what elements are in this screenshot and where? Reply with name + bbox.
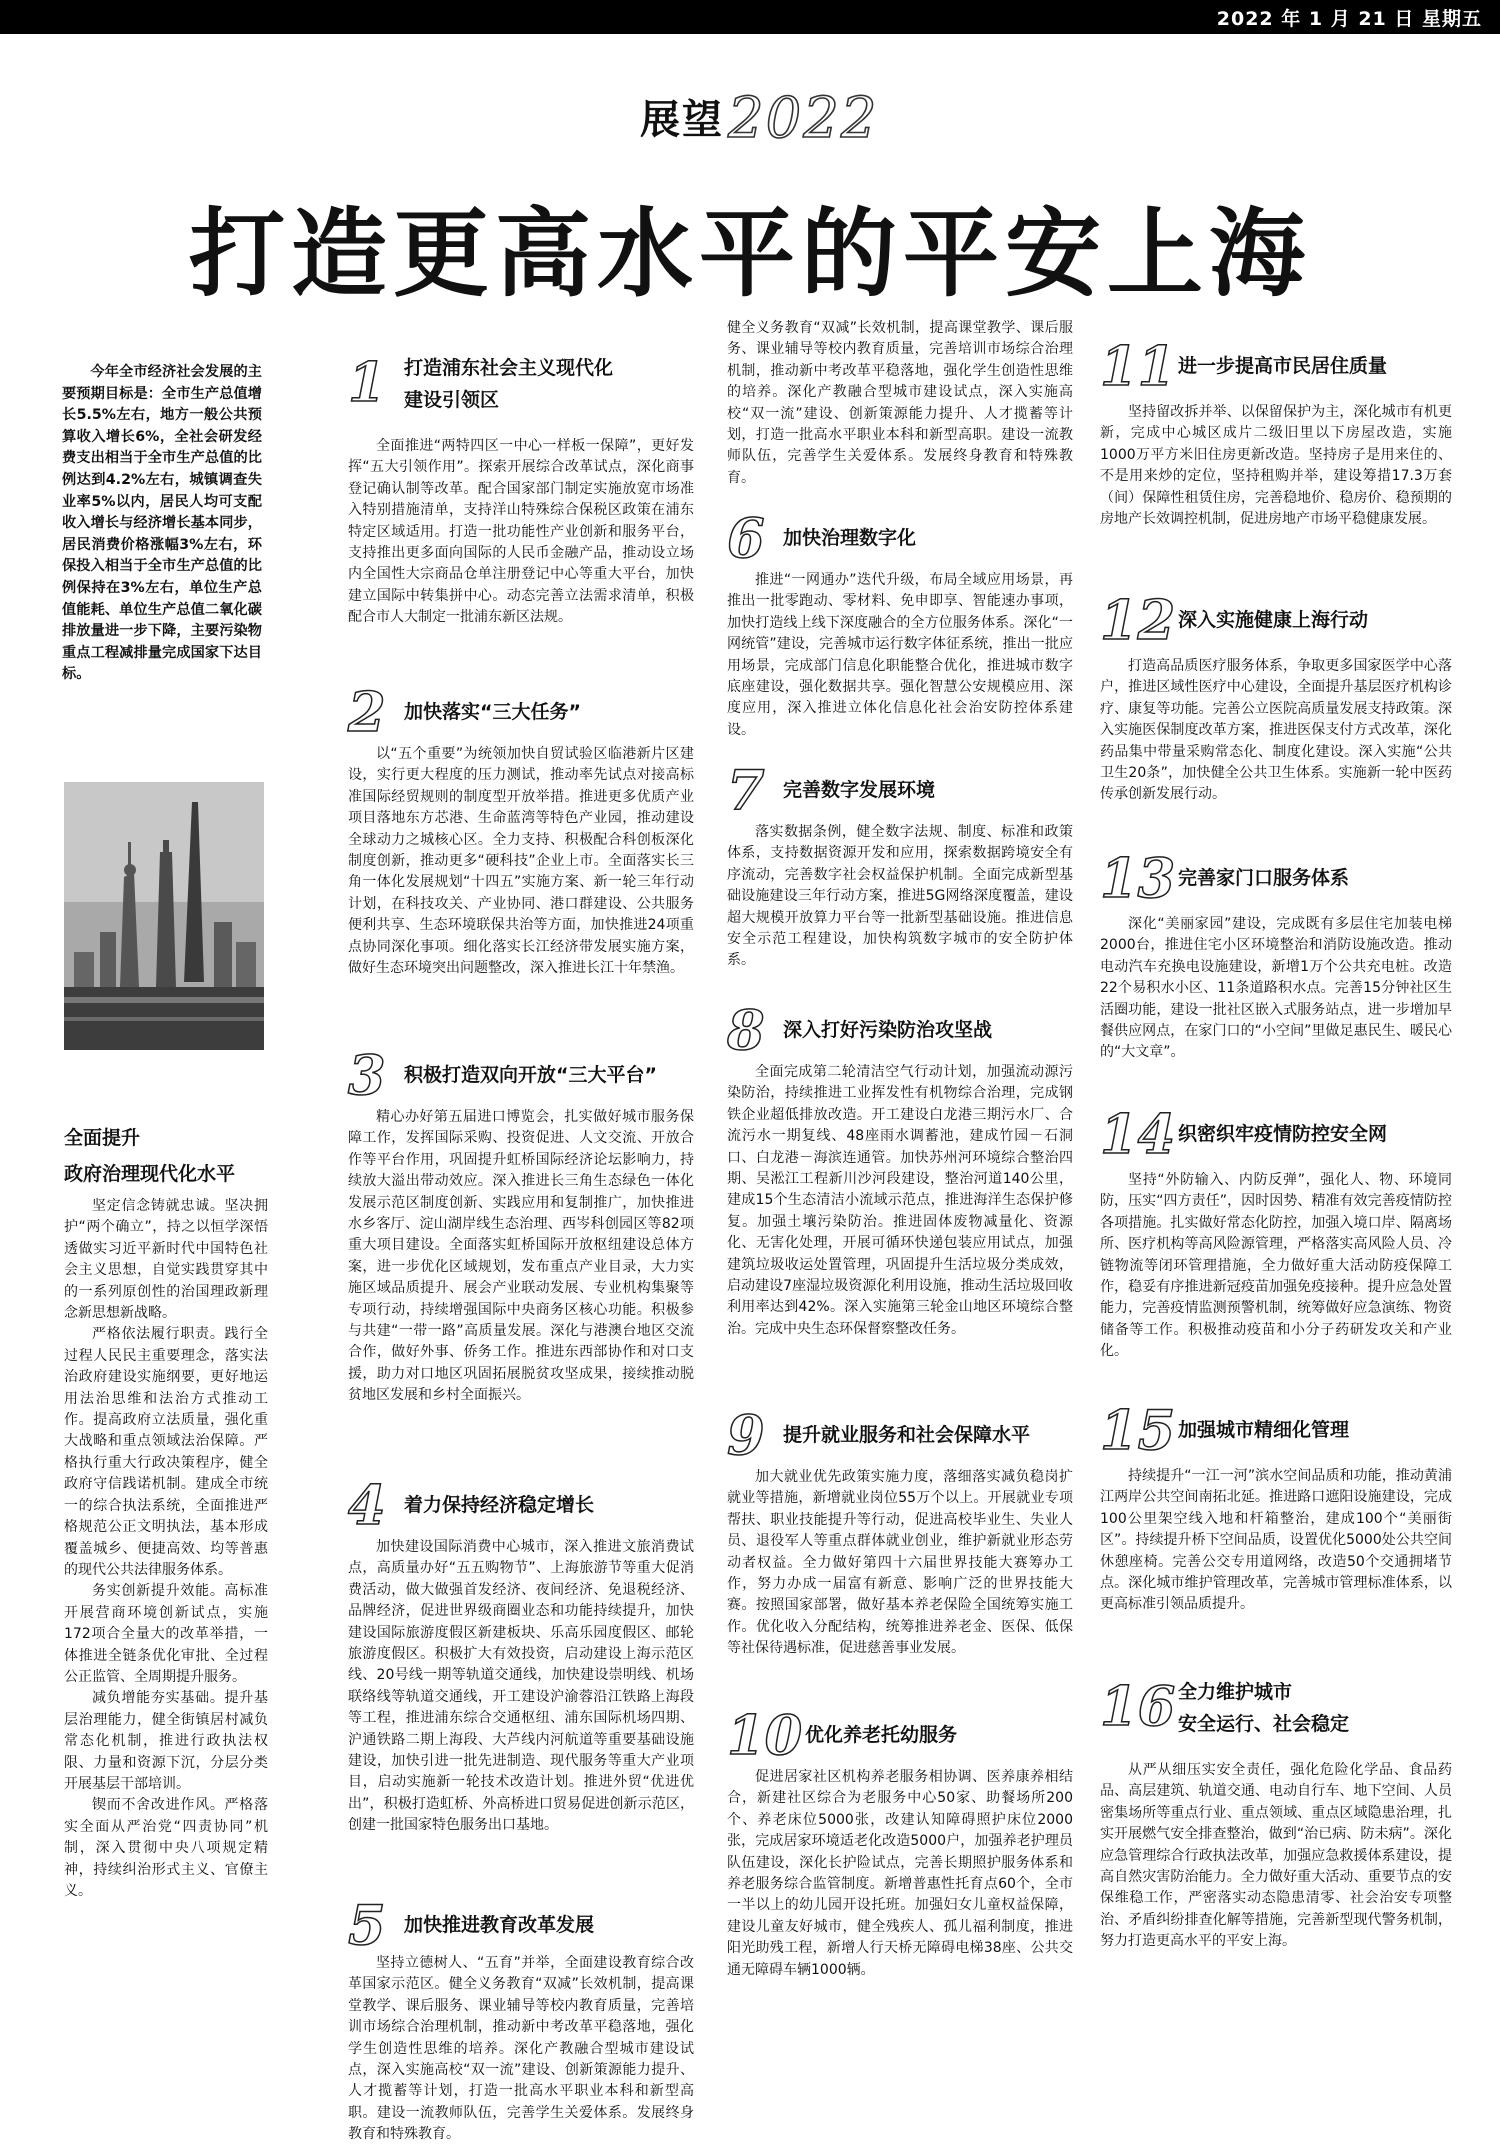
section-4	[348, 1475, 694, 1837]
section-number: 5	[348, 1893, 386, 1957]
section-9	[727, 1405, 1073, 1660]
section-body: 精心办好第五届进口博览会，扎实做好城市服务保障工作，发挥国际采购、投资促进、人文交流、开放合作等平台作用，巩固提升虹桥国际经济论坛影响力，持续放大溢出带动效应。深入推进长三角生态绿色一体化发展示范区制度创新、实践应用和复制推广，加快推进水乡客厅、淀山湖岸线生态治理、西岑科创园区等82项重大项目建设。全面落实虹桥国际开放枢纽建设总体方案，进一步优化区域规划，发布重点产业目录，大力实施区域品质提升、展会产业联动发展、专业机构集聚等专项行动，持续增强国际中央商务区核心功能。积极参与共建“一带一路”高质量发展。深化与港澳台地区交流合作，做好外事、侨务工作。推进东西部协作和对口支援，助力对口地区巩固拓展脱贫攻坚成果，接续推动脱贫地区发展和乡村全面振兴。	[348, 1109, 694, 1404]
section-7	[727, 760, 1073, 972]
section-body: 从严从细压实安全责任，强化危险化学品、食品药品、高层建筑、轨道交通、电动自行车、地下空间、人员密集场所等重点行业、重点领域、重点区域隐患治理，扎实开展燃气安全排查整治，做到“治已病、防未病”。深化应急管理综合行政执法改革，加强应急救援体系建设，提高自然灾害防治能力。全力做好重大活动、重要节点的安保维稳工作，严密落实动态隐患清零、社会治安专项整治、矛盾纠纷排查化解等措施，完善新型现代警务机制，努力打造更高水平的平安上海。	[1100, 1762, 1452, 1950]
section-14	[1100, 1104, 1452, 1363]
section-body: 深化“美丽家园”建设，完成既有多层住宅加装电梯2000台，推进住宅小区环境整治和消防设施改造。推动电动汽车充换电设施建设，新增1万个公共充电桩。改造22个易积水小区、11条道路积水点。完善15分钟社区生活圈功能，建设一批社区嵌入式服务站点，进一步增加早餐供应网点，在家门口的“小空间”里做足惠民生、暖民心的“大文章”。	[1100, 916, 1452, 1061]
section-title: 加快推进教育改革发展	[404, 1914, 595, 1936]
section-title: 着力保持经济稳定增长	[404, 1494, 595, 1516]
section-title	[1178, 1676, 1349, 1740]
section-number: 14	[1100, 1102, 1176, 1166]
section-body: 推进“一网通办”迭代升级，布局全域应用场景，再推出一批零跑动、零材料、免申即享、智能速办事项，加快打造线上线下深度融合的全方位服务体系。深化“一网统管”建设，完善城市运行数字体征系统，推出一批应用场景，完成部门信息化职能整合优化，推进城市数字底座建设，强化数据共享。强化智慧公安规模应用、深度应用，深入推进立体化信息化社会治安防控体系建设。	[727, 572, 1073, 738]
section-number: 13	[1100, 846, 1176, 910]
section-title-line: 安全运行、社会稳定	[1178, 1713, 1350, 1735]
section-body: 加大就业优先政策实施力度，落细落实减负稳岗扩就业等措施，新增就业岗位55万个以上。开展就业专项帮扶、职业技能提升等行动，促进高校毕业生、失业人员、退役军人等重点群体就业创业，维护新就业形态劳动者权益。全力做好第四十六届世界技能大赛筹办工作，努力办成一届富有新意、影响广泛的世界技能大赛。按照国家部署，做好基本养老保险全国统筹实施工作。优化收入分配结构，统筹推进养老金、医保、低保等社保待遇标准，促进慈善事业发展。	[727, 1469, 1073, 1657]
section-number: 4	[348, 1473, 386, 1537]
section-16	[1100, 1676, 1452, 1953]
section-6	[727, 508, 1073, 741]
section-body: 坚持留改拆并举、以保留保护为主，深化城市有机更新，完成中心城区成片二级旧里以下房屋改造，实施1000万平方米旧住房更新改造。坚持房子是用来住的、不是用来炒的定位，坚持租购并举，建设筹措17.3万套（间）保障性租赁住房，完善稳地价、稳房价、稳预期的房地产长效调控机制，促进房地产市场平稳健康发展。	[1100, 404, 1452, 528]
section-body: 促进居家社区机构养老服务相协调、医养康养相结合，新建社区综合为老服务中心50家、助餐场所200个、养老床位5000张，改建认知障碍照护床位2000张，完成居家环境适老化改造5000户，加强养老护理员队伍建设，深化长护险试点，完善长期照护服务体系和养老服务综合监管制度。新增普惠性托育点60个，全市一半以上的幼儿园开设托班。加强妇女儿童权益保障，建设儿童友好城市，健全残疾人、孤儿福利制度，推进阳光助残工程，新增人行天桥无障碍电梯38座、公共交通无障碍车辆1000辆。	[727, 1769, 1073, 1978]
section-title: 加快落实“三大任务”	[404, 701, 581, 723]
section-body: 全面推进“两特四区一中心一样板一保障”，更好发挥“五大引领作用”。探索开展综合改革试点，深化商事登记确认制等改革。配合国家部门制定实施放宽市场准入特别措施清单，支持洋山特殊综合保税区政策在浦东特定区域适用。打造一批功能性产业创新和服务平台，支持推出更多面向国际的人民币金融产品，推动设立场内全国性大宗商品仓单注册登记中心等重大平台，加快建立国际中转集拼中心。动态完善立法需求清单，积极配合市人大制定一批浦东新区法规。	[348, 438, 694, 626]
section-number: 7	[727, 758, 765, 822]
section-number: 15	[1100, 1398, 1176, 1462]
section-number: 10	[727, 1703, 803, 1767]
section-title: 加强城市精细化管理	[1178, 1419, 1350, 1441]
section-title: 积极打造双向开放“三大平台”	[404, 1064, 657, 1086]
intro-paragraph: 锲而不舍改进作风。严格落实全面从严治党“四责协同”机制，深入贯彻中央八项规定精神，持续纠治形式主义、官僚主义。	[64, 1797, 268, 1899]
section-title: 织密织牢疫情防控安全网	[1178, 1123, 1388, 1145]
section-11	[1100, 336, 1452, 530]
section-number: 9	[727, 1403, 765, 1467]
intro-paragraph: 务实创新提升效能。高标准开展营商环境创新试点，实施172项合全量大的改革举措，一体推进全链条优化审批、全过程公正监管、全周期提升服务。	[64, 1583, 268, 1685]
section-title: 加快治理数字化	[783, 527, 917, 549]
section-body: 落实数据条例，健全数字法规、制度、标准和政策体系，支持数据资源开发和应用，探索数据跨境安全有序流动，完善数字社会权益保护机制。全面完成新型基础设施建设三年行动方案，推进5G网络深度覆盖，建设超大规模开放算力平台等一批新型基础设施。推进信息安全示范工程建设，加快构筑数字城市的安全防护体系。	[727, 824, 1073, 969]
section-title: 进一步提高市民居住质量	[1178, 355, 1388, 377]
kicker-year: 2022	[728, 86, 879, 151]
section-8	[727, 1000, 1073, 1340]
section-title	[404, 352, 613, 416]
section-title: 深入打好污染防治攻坚战	[783, 1019, 993, 1041]
section-5-continued	[727, 318, 1073, 489]
section-body: 全面完成第二轮清洁空气行动计划，加强流动源污染防治，持续推进工业挥发性有机物综合治理，完成钢铁企业超低排放改造。开工建设白龙港三期污水厂、合流污水一期复线、48座雨水调蓄池，建成竹园－石洞口、白龙港－海滨连通管。加快苏州河环境综合整治四期、吴淞江工程新川沙河段建设，整治河道140公里，建成15个生态清洁小流域示范点，推进海洋生态保护修复。加强土壤污染防治。推进固体废物减量化、资源化、无害化处理，开展可循环快递包装应用试点，加强建筑垃圾收运处置管理，巩固提升生活垃圾分类成效，启动建设7座湿垃圾资源化利用设施，推动生活垃圾回收利用率达到42%。深入实施第三轮金山地区环境综合整治。完成中央生态环保督察整改任务。	[727, 1064, 1073, 1337]
section-body: 持续提升“一江一河”滨水空间品质和功能，推动黄浦江两岸公共空间南拓北延。推进路口遮阳设施建设，完成100公里架空线入地和杆箱整治，建成100个“美丽街区”。持续提升桥下空间品质，设置优化5000处公共空间休憩座椅。完善公交专用道网络，改造50个交通拥堵节点。深化城市维护管理改革，完善城市管理标准体系，以更高标准引领品质提升。	[1100, 1468, 1452, 1613]
intro-heading	[64, 1120, 264, 1192]
section-number: 6	[727, 506, 765, 570]
section-number: 1	[348, 350, 386, 414]
section-3	[348, 1045, 694, 1407]
section-13	[1100, 848, 1452, 1064]
intro-paragraph: 减负增能夯实基础。提升基层治理能力，健全街镇居村减负常态化机制，推进行政执法权限、力量和资源下沉，分层分类开展基层干部培训。	[64, 1690, 268, 1792]
section-number: 8	[727, 998, 765, 1062]
section-number: 3	[348, 1043, 386, 1107]
section-title-line: 建设引领区	[404, 389, 500, 411]
section-number: 12	[1100, 588, 1176, 652]
section-2	[348, 682, 694, 979]
top-bar	[0, 0, 1500, 34]
kicker-label: 展望	[640, 97, 724, 143]
section-title: 优化养老托幼服务	[805, 1724, 958, 1746]
section-title: 提升就业服务和社会保障水平	[783, 1424, 1031, 1446]
section-15	[1100, 1400, 1452, 1616]
section-number: 2	[348, 680, 386, 744]
section-body-continued: 健全义务教育“双减”长效机制，提高课堂教学、课后服务、课业辅导等校内教育质量，完善培训市场综合治理机制，推动新中考改革平稳落地，强化学生创造性思维的培养。深化产教融合型城市建设试点，深入实施高校“双一流”建设、创新策源能力提升、人才揽蓄等计划，打造一批高水平职业本科和新型高职。建设一流教师队伍，完善学生关爱体系。发展终身教育和特殊教育。	[727, 320, 1073, 486]
headline: 打造更高水平的平安上海	[189, 198, 1311, 310]
kicker	[640, 82, 879, 151]
section-body: 加快建设国际消费中心城市，深入推进文旅消费试点，高质量办好“五五购物节”、上海旅游节等重大促消费活动，做大做强首发经济、夜间经济、免退税经济、品牌经济，促进世界级商圈业态和功能持续提升，加快建设国际旅游度假区新建板块、乐高乐园度假区、邮轮旅游度假区。积极扩大有效投资，启动建设上海示范区线、20号线一期等轨道交通线，加快建设崇明线、机场联络线等轨道交通线，开工建设沪渝蓉沿江铁路上海段等工程，推进浦东综合交通枢纽、浦东国际机场四期、沪通铁路二期上海段、大芦线内河航道等重要基础设施建设，加快引进一批先进制造、现代服务等重大产业项目，启动实施新一轮技术改造计划。推进外贸“优进优出”，积极打造虹桥、外高桥进口贸易促进创新示范区，创建一批国家特色服务出口基地。	[348, 1539, 694, 1834]
intro-heading-line2: 政府治理现代化水平	[64, 1163, 236, 1185]
section-body: 打造高品质医疗服务体系，争取更多国家医学中心落户，推进区域性医疗中心建设，全面提升基层医疗机构诊疗、康复等功能。完善公立医院高质量发展支持政策。深入实施医保制度改革方案，推进医保支付方式改革，深化药品集中带量采购常态化、制度化建设。深入实施“公共卫生20条”，加快健全公共卫生体系。实施新一轮中医药传承创新发展行动。	[1100, 658, 1452, 803]
section-5	[348, 1893, 694, 2143]
intro-body	[64, 1196, 268, 1902]
section-12	[1100, 590, 1452, 806]
section-title: 完善家门口服务体系	[1178, 867, 1350, 889]
section-body: 坚持立德树人、“五育”并举，全面建设教育综合改革国家示范区。健全义务教育“双减”长效机制，提高课堂教学、课后服务、课业辅导等校内教育质量，完善培训市场综合治理机制，推动新中考改革平稳落地，强化学生创造性思维的培养。深化产教融合型城市建设试点，深入实施高校“双一流”建设、创新策源能力提升、人才揽蓄等计划，打造一批高水平职业本科和新型高职。建设一流教师队伍，完善学生关爱体系。发展终身教育和特殊教育。	[348, 1955, 694, 2143]
section-title: 深入实施健康上海行动	[1178, 609, 1369, 631]
section-body: 坚持“外防输入、内防反弹”，强化人、物、环境同防，压实“四方责任”，因时因势、精准有效完善疫情防控各项措施。扎实做好常态化防控，加强入境口岸、隔离场所、医疗机构等高风险源管理，严格落实高风险人员、冷链物流等闭环管理措施，全力做好重大活动防疫保障工作，稳妥有序推进新冠疫苗加强免疫接种。提升应急处置能力，完善疫情监测预警机制，统筹做好应急演练、物资储备等工作。积极推动疫苗和小分子药研发攻关和产业化。	[1100, 1172, 1452, 1360]
lead-paragraph: 今年全市经济社会发展的主要预期目标是：全市生产总值增长5.5%左右，地方一般公共预算收入增长6%，全社会研发经费支出相当于全市生产总值的比例达到4.2%左右，城镇调查失业率5%以内，居民人均可支配收入增长与经济增长基本同步，居民消费价格涨幅3%左右，环保投入相当于全市生产总值的比例保持在3%左右，单位生产总值能耗、单位生产总值二氧化碳排放量进一步下降，主要污染物重点工程减排量完成国家下达目标。	[62, 364, 262, 683]
issue-date: 2022 年 1 月 21 日 星期五	[1216, 8, 1482, 30]
section-body: 以“五个重要”为统领加快自贸试验区临港新片区建设，实行更大程度的压力测试，推动率先试点对接高标准国际经贸规则的制度型开放举措。推进更多优质产业项目落地东方芯港、生命蓝湾等特色产业园，推动建设全球动力之城核心区。全力支持、积极配合科创板深化制度创新，推动更多“硬科技”企业上市。全面落实长三角一体化发展规划“十四五”实施方案、新一轮三年行动计划，在科技攻关、产业协同、港口群建设、公共服务便利共享、生态环境联保共治等方面，加快推进24项重点协同深化事项。细化落实长江经济带发展实施方案，做好生态环境突出问题整改，深入推进长江十年禁渔。	[348, 746, 694, 977]
section-title-line: 全力维护城市	[1178, 1681, 1293, 1703]
section-10	[727, 1705, 1073, 1981]
intro-paragraph: 严格依法履行职责。践行全过程人民民主重要理念，落实法治政府建设实施纲要，更好地运用法治思维和法治方式推动工作。提高政府立法质量，强化重大战略和重点领域法治保障。严格执行重大行政决策程序，健全政府守信践诺机制。建成全市统一的综合执法系统，全面推进严格规范公正文明执法，基本形成覆盖城乡、便捷高效、均等普惠的现代公共法律服务体系。	[64, 1326, 268, 1578]
section-number: 11	[1100, 334, 1176, 398]
section-1	[348, 352, 694, 629]
intro-heading-line1: 全面提升	[64, 1127, 141, 1149]
section-title: 完善数字发展环境	[783, 779, 936, 801]
skyline-illustration	[64, 782, 264, 1050]
intro-paragraph: 坚定信念铸就忠诚。坚决拥护“两个确立”，持之以恒学深悟透做实习近平新时代中国特色社会主义思想，自觉实践贯穿其中的一系列原创性的治国理政新理念新思想新战略。	[64, 1198, 268, 1322]
section-title-line: 打造浦东社会主义现代化	[404, 357, 614, 379]
section-number: 16	[1100, 1674, 1176, 1738]
skyline-photo	[64, 782, 264, 1050]
